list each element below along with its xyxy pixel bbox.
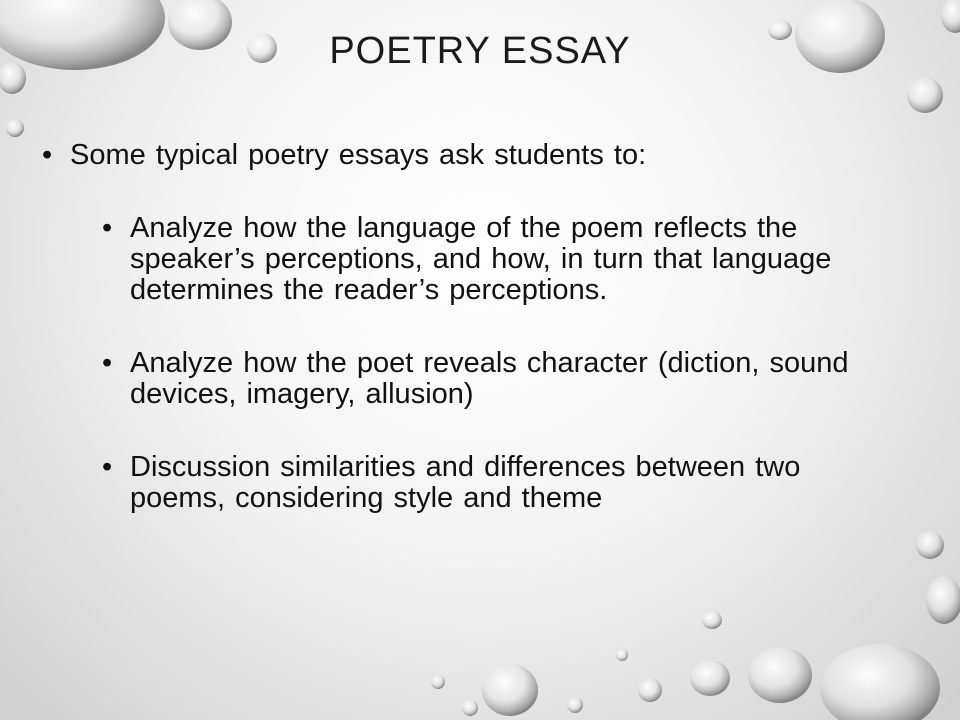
bullet-item-level2	[102, 213, 902, 306]
bullet-text: Some typical poetry essays ask students to:	[70, 139, 647, 171]
bullet-item-level2	[102, 348, 902, 410]
slide-title: POETRY ESSAY	[329, 30, 631, 72]
bullet-text: Discussion similarities and differences between two poems, considering style and theme	[130, 451, 801, 514]
bullet-text: Analyze how the language of the poem reflects the speaker’s perceptions, and how, in turn that language determines the reader’s perceptions.	[130, 212, 832, 306]
bullet-glyph: •	[102, 212, 113, 244]
bullet-item-level1	[42, 140, 922, 171]
bullet-glyph: •	[102, 451, 113, 483]
bullet-item-level2	[102, 452, 902, 514]
bullet-text: Analyze how the poet reveals character (diction, sound devices, imagery, allusion)	[130, 347, 849, 410]
bullet-glyph: •	[102, 347, 113, 379]
bullet-list	[42, 140, 922, 556]
bullet-glyph: •	[42, 139, 53, 171]
